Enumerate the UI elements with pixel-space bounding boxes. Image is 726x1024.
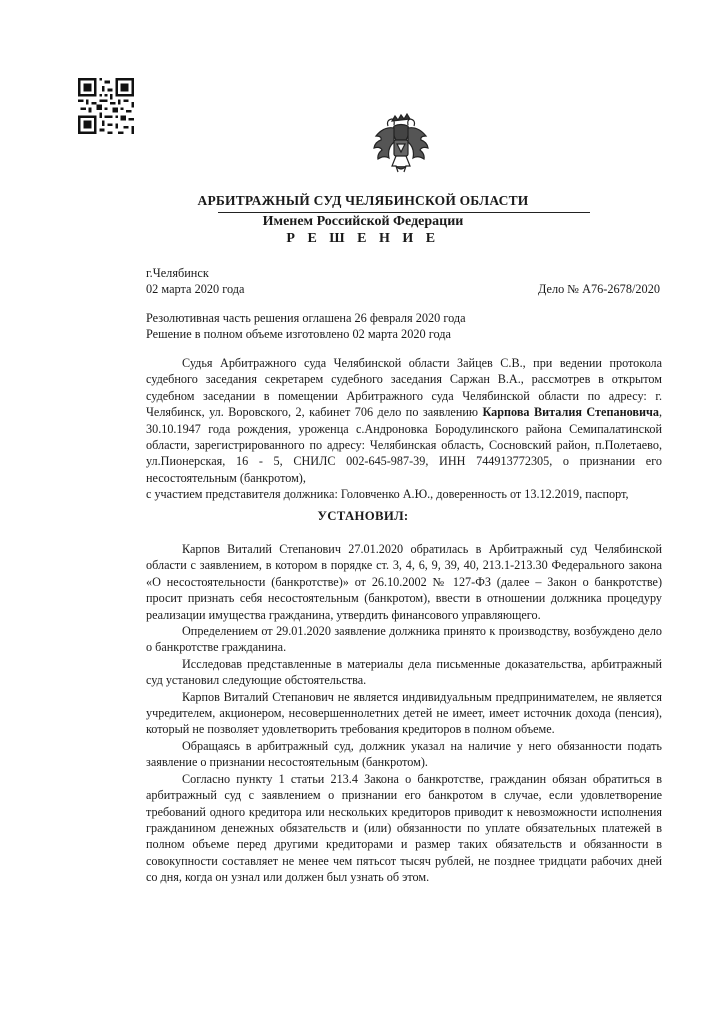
resolution-announced: Резолютивная часть решения оглашена 26 февраля 2020 года [146, 311, 466, 325]
established-heading: УСТАНОВИЛ: [317, 509, 409, 523]
intro-text-a: Судья Арбитражного суда Челябинской области Зайцев С.В., при ведении протокола судебного заседания секретарем судебного заседания Саржан В.А., рассмотрев в открытом судебном заседании в помещении Арбитражного суда Челябинской области по адресу: г. Челябинск, ул. Воровского, 2, кабинет 706 дело по заявлению [146, 356, 662, 420]
russian-coat-of-arms-icon [372, 112, 430, 178]
case-number: Дело № А76-2678/2020 [537, 282, 660, 296]
facts-section [146, 541, 662, 886]
facts-paragraph: Карпов Виталий Степанович 27.01.2020 обратилась в Арбитражный суд Челябинской области с заявлением, в котором в порядке ст. 3, 4, 6, 9, 39, 40, 213.1-213.30 Федерального закона «О несостоятельности (банкротстве)» от 26.10.2002 № 127-ФЗ (далее – Закон о банкротстве) просит признать себя несостоятельным (банкротом), ввести в отношении должника процедуру реализации имущества гражданина, утвердить финансового управляющего. [146, 542, 662, 622]
facts-paragraph: Согласно пункту 1 статьи 213.4 Закона о банкротстве, гражданин обязан обратиться в арбитражный суд с заявлением о признании его банкротом в случае, если удовлетворение требований одного кредитора или нескольких кредиторов приводит к невозможности исполнения гражданином денежных обязательств и (или) обязанности по уплате обязательных платежей в полном объеме перед другими кредиторами и размер таких обязательств и обязанности в совокупности составляет не менее чем пятьсот тысяч рублей, не позднее тридцати рабочих дней со дня, когда он узнал или должен был узнать об этом. [146, 771, 662, 885]
qr-code-icon [78, 78, 134, 134]
intro-text-b: , 30.10.1947 года рождения, уроженца с.Андроновка Бородулинского района Семипалатинской области, зарегистрированного по адресу: Челябинская область, Сосновский район, п.Полетаево, ул.Пионерская, 16 - 5, СНИЛС 002-645-987-39, ИНН 744913772305, о признании его несостоятельным (банкротом), [146, 405, 663, 485]
facts-paragraph: Карпов Виталий Степанович не является индивидуальным предпринимателем, не является учредителем, акционером, несовершеннолетних детей не имеет, имеет источник дохода (пенсия), который не позволяет удовлетворить требования кредиторов в полном объеме. [146, 689, 662, 737]
representative-paragraph: с участием представителя должника: Головченко А.Ю., доверенность от 13.12.2019, паспорт, [146, 487, 629, 502]
decision-title: Р Е Ш Е Н И Е [286, 231, 440, 246]
facts-paragraph: Обращаясь в арбитражный суд, должник указал на наличие у него обязанности подать заявление о признании несостоятельным (банкротом). [146, 738, 662, 770]
debtor-name: Карпова Виталия Степановича [482, 405, 659, 420]
court-name: АРБИТРАЖНЫЙ СУД ЧЕЛЯБИНСКОЙ ОБЛАСТИ [197, 193, 529, 208]
decision-date: 02 марта 2020 года [146, 282, 245, 296]
header-divider [218, 212, 590, 213]
facts-paragraph: Исследовав представленные в материалы дела письменные доказательства, арбитражный суд установил следующие обстоятельства. [146, 656, 662, 688]
full-text-made: Решение в полном объеме изготовлено 02 марта 2020 года [146, 327, 451, 341]
intro-section [146, 355, 662, 503]
city: г.Челябинск [146, 266, 209, 280]
facts-paragraph: Определением от 29.01.2020 заявление должника принято к производству, возбуждено дело о банкротстве гражданина. [146, 624, 662, 655]
in-the-name-line: Именем Российской Федерации [262, 214, 464, 229]
intro-paragraph [146, 355, 662, 486]
